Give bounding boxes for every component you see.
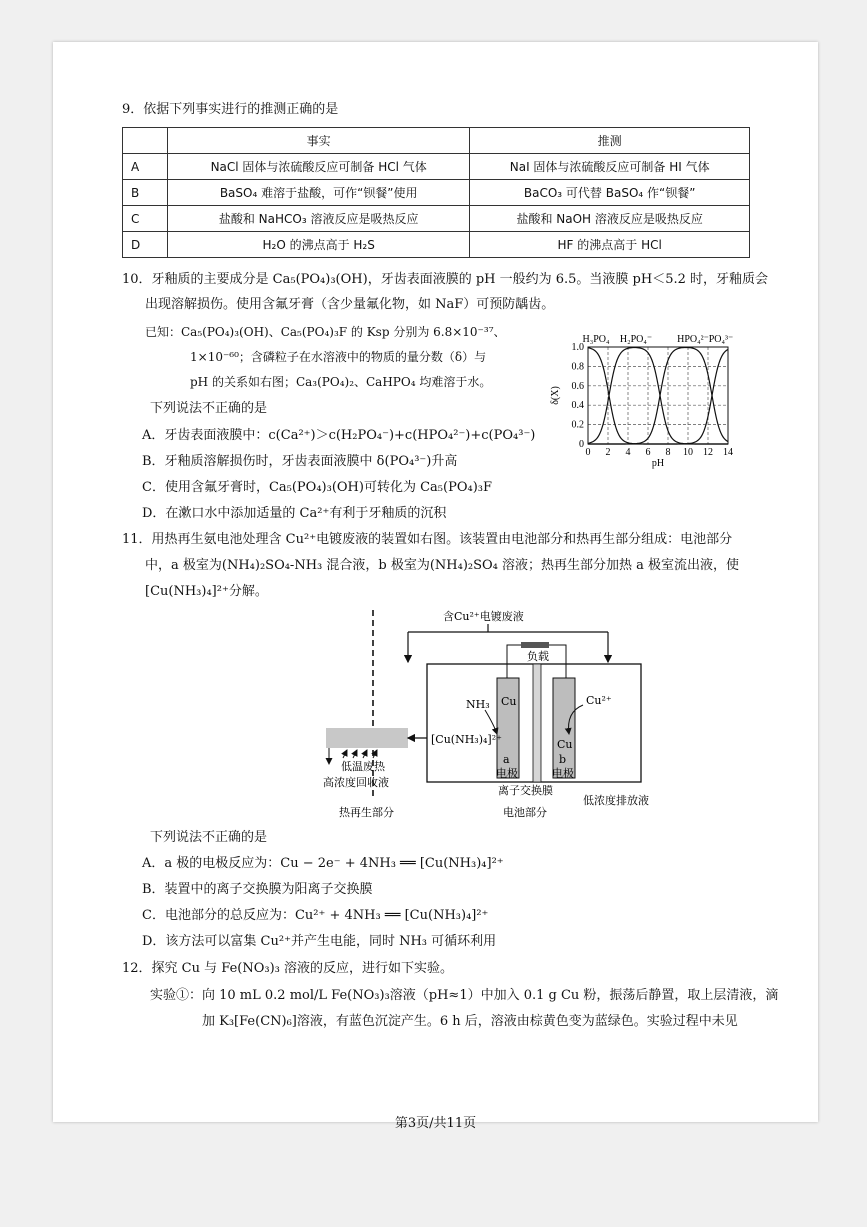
fact-cell: BaSO₄ 难溶于盐酸，可作“钡餐”使用 — [168, 180, 470, 206]
heat-arrow — [353, 750, 357, 758]
q11-line1: 11．用热再生氨电池处理含 Cu²⁺电镀废液的装置如右图。该装置由电池部分和热再生部分组成：电池部分 — [122, 532, 733, 547]
table-row — [123, 180, 750, 206]
series-line — [588, 348, 728, 444]
guess-cell: BaCO₃ 可代替 BaSO₄ 作“钡餐” — [470, 180, 750, 206]
q9-stem: 9．依据下列事实进行的推测正确的是 — [122, 102, 339, 117]
cu-right-label: Cu — [557, 738, 573, 751]
page-footer: 第3页/共11页 — [394, 1116, 477, 1131]
heat-arrow — [343, 750, 347, 758]
membrane-label: 离子交换膜 — [498, 784, 553, 797]
x-axis-label: pH — [651, 458, 665, 469]
series-label: H₃PO₄ — [582, 334, 610, 345]
table-row — [123, 206, 750, 232]
y-tick-label: 1.0 — [571, 342, 584, 353]
q10-line2: 出现溶解损伤。使用含氟牙膏（含少量氟化物，如 NaF）可预防龋齿。 — [145, 297, 555, 312]
x-tick-label: 10 — [683, 447, 693, 458]
load-resistor — [521, 642, 549, 648]
q10-option-a: A．牙齿表面液膜中：c(Ca²⁺)＞c(H₂PO₄⁻)+c(HPO₄²⁻)+c(PO₄³⁻) — [142, 428, 536, 443]
complex-label: [Cu(NH₃)₄]²⁺ — [431, 733, 502, 746]
guess-cell: NaI 固体与浓硫酸反应可制备 HI 气体 — [470, 154, 750, 180]
thermal-part-label: 热再生部分 — [339, 806, 394, 819]
fact-cell: H₂O 的沸点高于 H₂S — [168, 232, 470, 258]
electrode-b-letter: b — [559, 753, 567, 766]
distribution-chart — [548, 329, 743, 469]
nh3-arrow — [485, 710, 497, 734]
q10-known1: 已知：Ca₅(PO₄)₃(OH)、Ca₅(PO₄)₃F 的 Ksp 分别为 6.8×10⁻³⁷、 — [145, 325, 506, 339]
q10-option-d: D．在漱口水中添加适量的 Ca²⁺有利于牙釉质的沉积 — [142, 506, 447, 521]
ammonia-battery-diagram — [271, 610, 649, 820]
row-label: C — [123, 206, 168, 232]
row-label: B — [123, 180, 168, 206]
col-header-guess: 推测 — [470, 128, 750, 154]
nh3-label: NH₃ — [466, 698, 490, 711]
y-tick-label: 0.6 — [571, 380, 584, 392]
low-conc-label: 低浓度排放液 — [583, 794, 649, 807]
electrode-a-letter: a — [503, 753, 510, 766]
x-tick-label: 8 — [665, 447, 671, 458]
regen-chamber — [326, 728, 408, 748]
series-label: H₂PO₄⁻ — [619, 334, 653, 345]
x-tick-label: 6 — [645, 447, 651, 458]
q10-line1: 10．牙釉质的主要成分是 Ca₅(PO₄)₃(OH)，牙齿表面液膜的 pH 一般约为 6.5。当液膜 pH＜5.2 时，牙釉质会 — [122, 272, 769, 287]
x-tick-label: 14 — [723, 447, 733, 458]
x-tick-label: 12 — [703, 447, 713, 458]
q11-option-a: A．a 极的电极反应为：Cu − 2e⁻ + 4NH₃ ══ [Cu(NH₃)₄]²⁺ — [142, 856, 504, 871]
table-row — [123, 154, 750, 180]
fact-cell: 盐酸和 NaHCO₃ 溶液反应是吸热反应 — [168, 206, 470, 232]
q11-option-c: C．电池部分的总反应为：Cu²⁺ + 4NH₃ ══ [Cu(NH₃)₄]²⁺ — [142, 908, 489, 923]
y-axis-label: δ(X) — [550, 386, 561, 405]
y-tick-label: 0.4 — [571, 400, 584, 412]
waste-inlet-label: 含Cu²⁺电镀废液 — [443, 610, 524, 623]
q11-line2: 中，a 极室为(NH₄)₂SO₄-NH₃ 混合液，b 极室为(NH₄)₂SO₄ 溶液；热再生部分加热 a 极室流出液，使 — [145, 558, 740, 573]
q10-known3: pH 的关系如右图；Ca₃(PO₄)₂、CaHPO₄ 均难溶于水。 — [190, 375, 492, 389]
q10-ask: 下列说法不正确的是 — [150, 401, 268, 416]
col-header-fact: 事实 — [168, 128, 470, 154]
series-label: HPO₄²⁻ — [677, 334, 709, 345]
electrode-b-label: 电极 — [552, 767, 574, 780]
q11-ask: 下列说法不正确的是 — [150, 830, 268, 845]
cu-left-label: Cu — [501, 695, 517, 708]
table-row — [123, 232, 750, 258]
row-label: A — [123, 154, 168, 180]
table-header-row — [123, 128, 750, 154]
row-label: D — [123, 232, 168, 258]
x-tick-label: 2 — [605, 447, 611, 458]
x-tick-label: 4 — [625, 447, 631, 458]
fact-cell: NaCl 固体与浓硫酸反应可制备 HCl 气体 — [168, 154, 470, 180]
guess-cell: HF 的沸点高于 HCl — [470, 232, 750, 258]
guess-cell: 盐酸和 NaOH 溶液反应是吸热反应 — [470, 206, 750, 232]
q10-option-c: C．使用含氟牙膏时，Ca₅(PO₄)₃(OH)可转化为 Ca₅(PO₄)₃F — [142, 480, 492, 495]
y-tick-label: 0 — [579, 439, 584, 450]
q11-option-d: D．该方法可以富集 Cu²⁺并产生电能，同时 NH₃ 可循环利用 — [142, 934, 497, 949]
exam-page — [53, 42, 818, 1131]
table-corner — [123, 128, 168, 154]
high-conc-label: 高浓度回收液 — [323, 776, 389, 789]
battery-part-label: 电池部分 — [503, 806, 547, 819]
heat-arrow — [363, 750, 367, 758]
q11-option-b: B．装置中的离子交换膜为阳离子交换膜 — [142, 882, 373, 897]
y-tick-label: 0.2 — [571, 419, 584, 431]
cu2-label: Cu²⁺ — [586, 694, 612, 707]
q10-option-b: B．牙釉质溶解损伤时，牙齿表面液膜中 δ(PO₄³⁻)升高 — [142, 454, 458, 469]
y-tick-label: 0.8 — [571, 361, 584, 373]
x-tick-label: 0 — [585, 447, 591, 458]
series-label: PO₄³⁻ — [708, 334, 734, 345]
q12-line3: 加 K₃[Fe(CN)₆]溶液，有蓝色沉淀产生。6 h 后，溶液由棕黄色变为蓝绿色。实验过程中未见 — [202, 1014, 738, 1029]
load-label: 负载 — [527, 650, 549, 663]
q12-line1: 12．探究 Cu 与 Fe(NO₃)₃ 溶液的反应，进行如下实验。 — [122, 961, 453, 976]
q11-line3: [Cu(NH₃)₄]²⁺分解。 — [145, 584, 268, 599]
ion-exchange-membrane — [533, 664, 541, 782]
q9-table — [122, 127, 750, 258]
low-temp-heat-label: 低温废热 — [341, 760, 385, 773]
q10-known2: 1×10⁻⁶⁰；含磷粒子在水溶液中的物质的量分数（δ）与 — [190, 350, 487, 364]
electrode-a-label: 电极 — [496, 767, 518, 780]
q12-line2: 实验①：向 10 mL 0.2 mol/L Fe(NO₃)₃溶液（pH≈1）中加入 0.1 g Cu 粉，振荡后静置，取上层清液，滴 — [150, 988, 779, 1003]
